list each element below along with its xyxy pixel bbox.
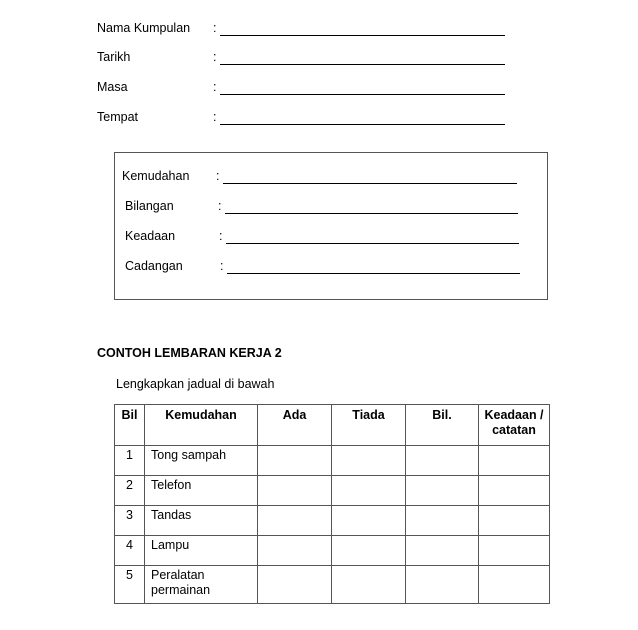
cell-bil[interactable] (406, 566, 479, 604)
facility-table (114, 404, 550, 604)
field-colon: : (213, 21, 217, 35)
field-colon: : (220, 259, 224, 273)
fill-line-cadangan[interactable] (227, 273, 520, 274)
row-number: 2 (115, 476, 145, 506)
row-number: 5 (115, 566, 145, 604)
cell-ada[interactable] (258, 506, 332, 536)
field-label-masa: Masa (97, 80, 128, 94)
row-item: Peralatan permainan (145, 566, 258, 604)
section-instruction: Lengkapkan jadual di bawah (116, 377, 275, 391)
box-label-cadangan: Cadangan (125, 259, 183, 273)
table-row (115, 476, 550, 506)
cell-tiada[interactable] (332, 536, 406, 566)
field-colon: : (213, 110, 217, 124)
field-colon: : (213, 50, 217, 64)
field-colon: : (218, 199, 222, 213)
field-colon: : (213, 80, 217, 94)
cell-keadaan[interactable] (479, 506, 550, 536)
cell-ada[interactable] (258, 476, 332, 506)
row-item: Telefon (145, 476, 258, 506)
cell-tiada[interactable] (332, 446, 406, 476)
header-tiada: Tiada (332, 405, 406, 446)
fill-line-tempat[interactable] (220, 124, 505, 125)
fill-line-masa[interactable] (220, 94, 505, 95)
cell-bil[interactable] (406, 536, 479, 566)
row-item: Lampu (145, 536, 258, 566)
table-row (115, 446, 550, 476)
header-keadaan-catatan: Keadaan / catatan (479, 405, 550, 446)
cell-keadaan[interactable] (479, 566, 550, 604)
box-label-kemudahan: Kemudahan (122, 169, 190, 183)
header-bil-count: Bil. (406, 405, 479, 446)
header-bil: Bil (115, 405, 145, 446)
table-row (115, 566, 550, 604)
row-item: Tong sampah (145, 446, 258, 476)
table-header-row (115, 405, 550, 446)
row-number: 1 (115, 446, 145, 476)
fill-line-tarikh[interactable] (220, 64, 505, 65)
box-label-bilangan: Bilangan (125, 199, 174, 213)
row-number: 4 (115, 536, 145, 566)
cell-ada[interactable] (258, 446, 332, 476)
cell-bil[interactable] (406, 446, 479, 476)
field-colon: : (219, 229, 223, 243)
row-item: Tandas (145, 506, 258, 536)
cell-keadaan[interactable] (479, 446, 550, 476)
cell-bil[interactable] (406, 476, 479, 506)
field-colon: : (216, 169, 220, 183)
cell-ada[interactable] (258, 566, 332, 604)
cell-tiada[interactable] (332, 566, 406, 604)
header-kemudahan: Kemudahan (145, 405, 258, 446)
field-label-tarikh: Tarikh (97, 50, 131, 64)
fill-line-nama-kumpulan[interactable] (220, 35, 505, 36)
cell-keadaan[interactable] (479, 536, 550, 566)
cell-tiada[interactable] (332, 476, 406, 506)
fill-line-kemudahan[interactable] (223, 183, 517, 184)
table-row (115, 536, 550, 566)
cell-ada[interactable] (258, 536, 332, 566)
section-title: CONTOH LEMBARAN KERJA 2 (97, 346, 282, 360)
fill-line-keadaan[interactable] (226, 243, 519, 244)
cell-bil[interactable] (406, 506, 479, 536)
field-label-nama-kumpulan: Nama Kumpulan (97, 21, 191, 35)
box-label-keadaan: Keadaan (125, 229, 176, 243)
header-ada: Ada (258, 405, 332, 446)
table-row (115, 506, 550, 536)
cell-keadaan[interactable] (479, 476, 550, 506)
field-label-tempat: Tempat (97, 110, 138, 124)
cell-tiada[interactable] (332, 506, 406, 536)
row-number: 3 (115, 506, 145, 536)
fill-line-bilangan[interactable] (225, 213, 518, 214)
